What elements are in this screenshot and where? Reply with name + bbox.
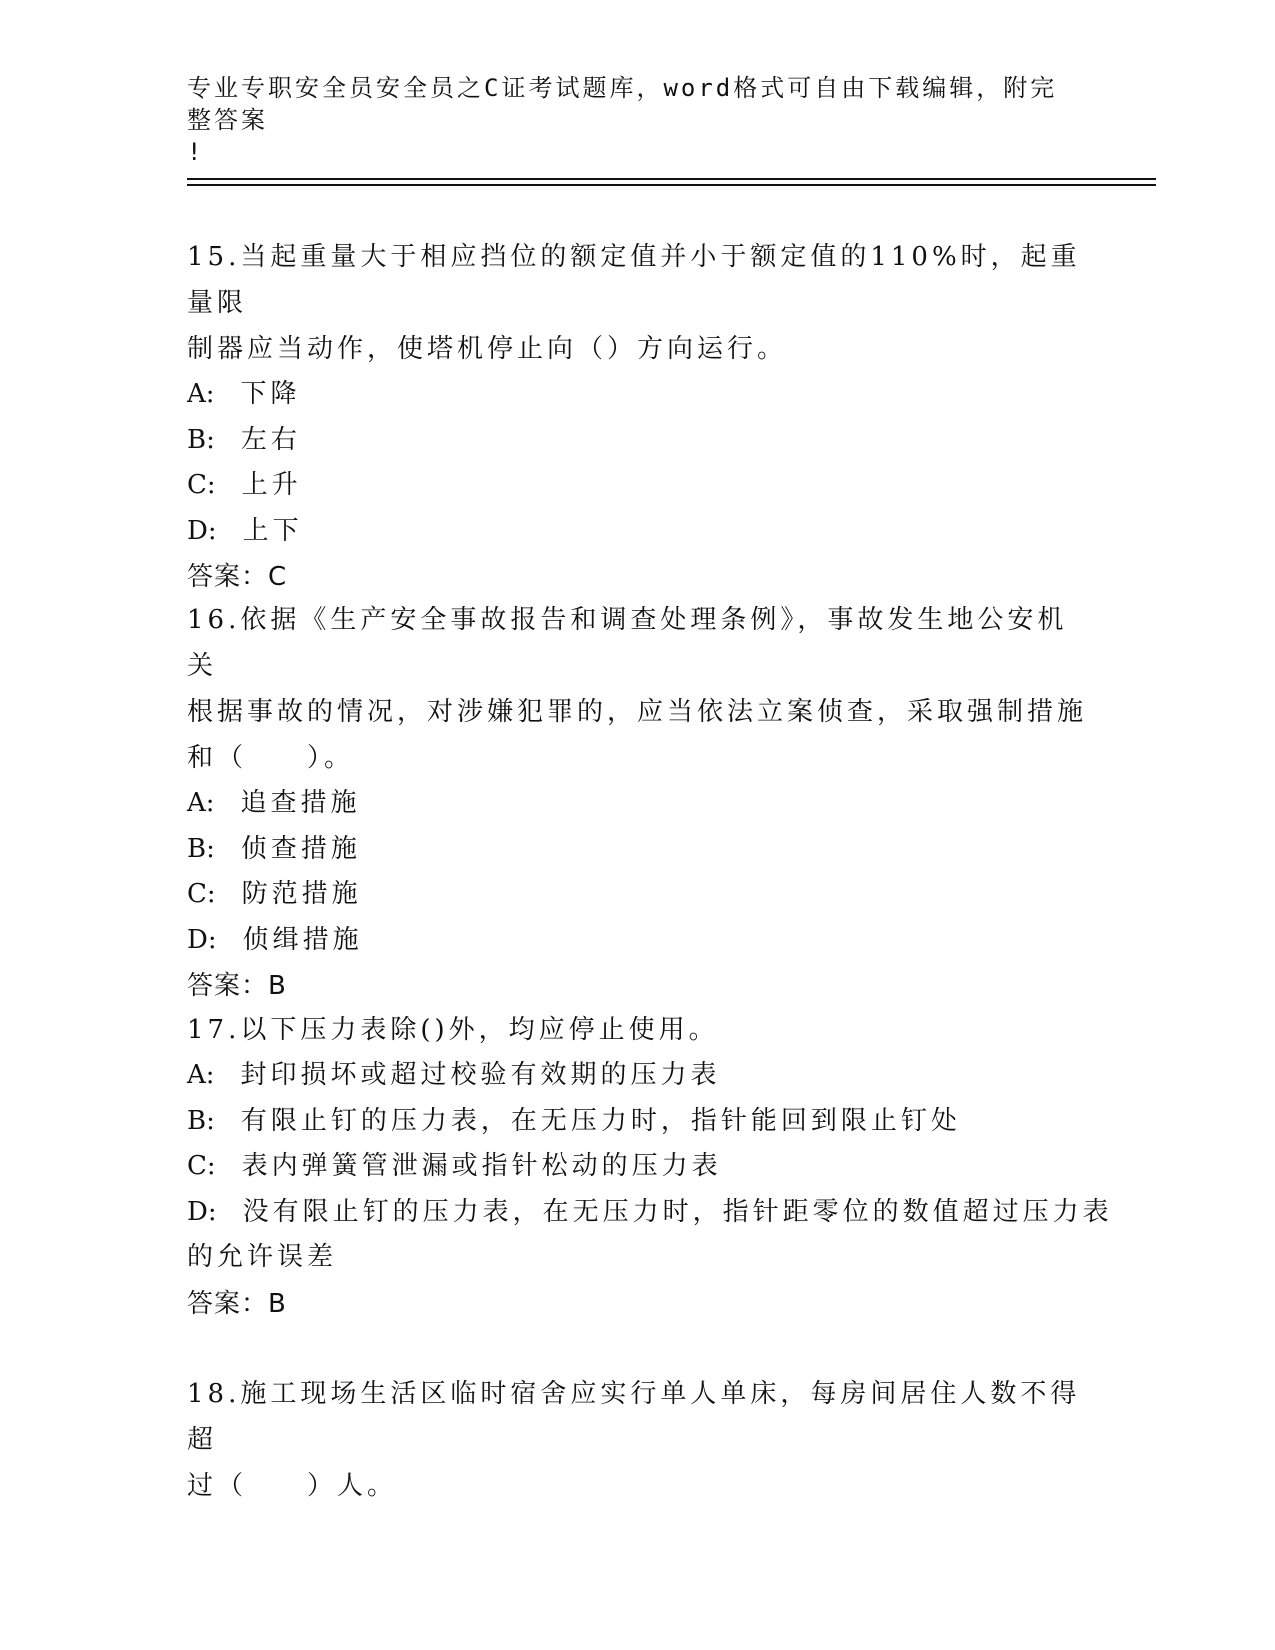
option-d bbox=[187, 1190, 1113, 1236]
header-line-2: ! bbox=[187, 138, 205, 166]
option-c bbox=[187, 1144, 1087, 1190]
question-text-line: 18.施工现场生活区临时宿舍应实行单人单床，每房间居住人数不得超 bbox=[187, 1379, 1081, 1455]
question-18 bbox=[187, 1371, 1087, 1509]
option-letter: B: bbox=[187, 833, 215, 864]
question-17 bbox=[187, 1007, 1113, 1327]
option-b bbox=[187, 418, 1087, 464]
option-text: 追查措施 bbox=[240, 788, 361, 818]
question-text-line: 15.当起重量大于相应挡位的额定值并小于额定值的110%时，起重量限 bbox=[187, 242, 1081, 318]
option-letter: C: bbox=[187, 879, 216, 909]
option-letter: C: bbox=[187, 470, 216, 500]
option-text: 上升 bbox=[241, 470, 302, 500]
option-letter: D: bbox=[187, 1196, 217, 1227]
header-rule-top bbox=[187, 178, 1156, 180]
question-text-line: 过（ ）人。 bbox=[187, 1471, 398, 1501]
question-16 bbox=[187, 597, 1087, 1009]
question-15 bbox=[187, 234, 1087, 600]
option-text: 没有限止钉的压力表，在无压力时，指针距零位的数值超过压力表 bbox=[242, 1196, 1113, 1227]
question-text-line: 和（ ）。 bbox=[187, 743, 355, 773]
question-text-line: 根据事故的情况，对涉嫌犯罪的，应当依法立案侦查，采取强制措施 bbox=[187, 697, 1088, 727]
option-a bbox=[187, 372, 1087, 418]
option-text: 左右 bbox=[240, 424, 301, 455]
option-c bbox=[187, 463, 1087, 509]
option-text: 侦查措施 bbox=[240, 833, 361, 864]
answer-label: 答案：B bbox=[187, 1288, 287, 1319]
answer-label: 答案：C bbox=[187, 562, 288, 592]
option-text: 防范措施 bbox=[241, 879, 362, 909]
option-d bbox=[187, 918, 1087, 964]
option-letter: A: bbox=[187, 788, 215, 818]
option-letter: C: bbox=[187, 1151, 216, 1181]
option-text: 侦缉措施 bbox=[242, 924, 363, 955]
option-d bbox=[187, 509, 1087, 555]
question-text-line: 16.依据《生产安全事故报告和调查处理条例》，事故发生地公安机关 bbox=[187, 605, 1068, 681]
option-text: 有限止钉的压力表，在无压力时，指针能回到限止钉处 bbox=[240, 1105, 961, 1136]
option-a bbox=[187, 781, 1087, 827]
answer-label: 答案：B bbox=[187, 971, 287, 1001]
option-letter: A: bbox=[187, 379, 215, 409]
option-text: 封印损坏或超过校验有效期的压力表 bbox=[240, 1060, 721, 1090]
document-header bbox=[187, 72, 1067, 168]
question-text-line: 17.以下压力表除()外，均应停止使用。 bbox=[187, 1015, 719, 1045]
option-text: 下降 bbox=[240, 379, 301, 409]
option-c bbox=[187, 872, 1087, 918]
option-letter: A: bbox=[187, 1060, 215, 1090]
question-text-line: 制器应当动作，使塔机停止向（）方向运行。 bbox=[187, 334, 788, 364]
option-letter: D: bbox=[187, 515, 217, 546]
option-b bbox=[187, 1099, 1087, 1145]
option-letter: D: bbox=[187, 924, 217, 955]
option-text: 上下 bbox=[242, 515, 303, 546]
option-b bbox=[187, 827, 1087, 873]
header-line-1: 专业专职安全员安全员之C证考试题库，word格式可自由下载编辑，附完整答案 bbox=[187, 74, 1058, 134]
header-rule-bottom bbox=[187, 184, 1156, 186]
option-a bbox=[187, 1053, 1087, 1099]
option-text: 表内弹簧管泄漏或指针松动的压力表 bbox=[241, 1151, 722, 1181]
option-letter: B: bbox=[187, 1105, 215, 1136]
option-letter: B: bbox=[187, 424, 215, 455]
option-d-continuation: 的允许误差 bbox=[187, 1242, 338, 1272]
